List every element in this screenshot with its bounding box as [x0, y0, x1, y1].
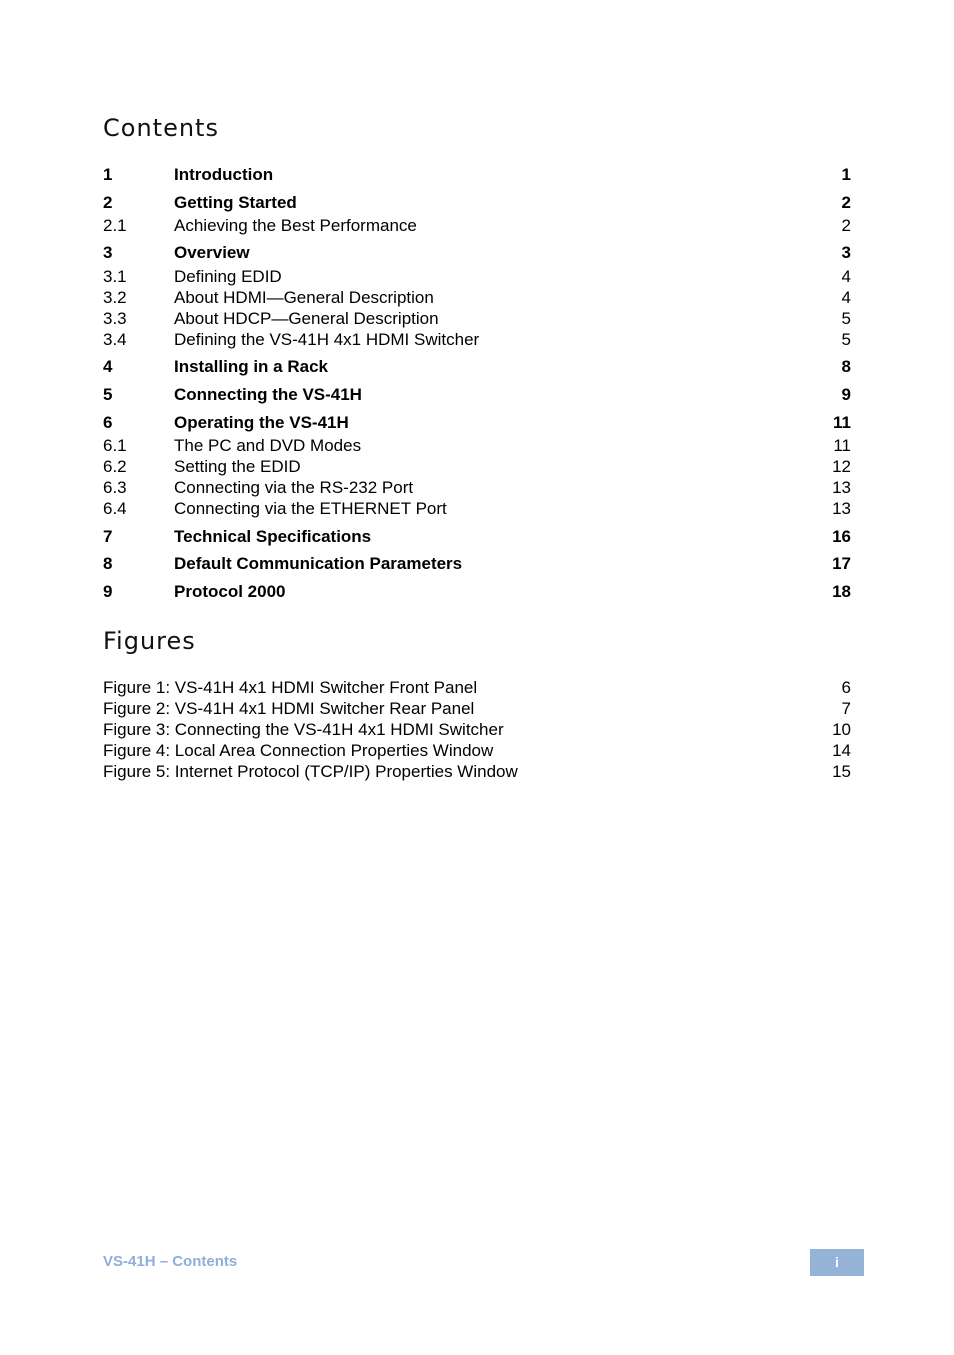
toc-entry-title: About HDMI—General Description [174, 288, 434, 307]
toc-entry-number: 1 [103, 165, 113, 184]
toc-entry[interactable] [103, 384, 851, 405]
toc-entry-page: 9 [841, 385, 851, 404]
toc-entry-page: 11 [833, 413, 851, 432]
toc-entry-number: 3.2 [103, 288, 127, 307]
toc-entry[interactable] [103, 356, 851, 377]
figure-entry-title: Figure 5: Internet Protocol (TCP/IP) Properties Window [103, 762, 518, 781]
toc-entry-number: 3.3 [103, 309, 127, 328]
toc-entry-title: Protocol 2000 [174, 582, 286, 601]
toc-entry[interactable] [103, 412, 851, 433]
toc-entry-page: 4 [841, 288, 851, 307]
figure-entry-title: Figure 3: Connecting the VS-41H 4x1 HDMI Switcher [103, 720, 504, 739]
toc-entry-title: Operating the VS-41H [174, 413, 349, 432]
toc-entry-number: 9 [103, 582, 113, 601]
toc-entry-title: Introduction [174, 165, 274, 184]
contents-heading: Contents [103, 114, 219, 142]
toc-entry-page: 8 [841, 357, 851, 376]
figure-entry-page: 7 [841, 699, 851, 718]
toc-entry-number: 6 [103, 413, 113, 432]
toc-entry-number: 2.1 [103, 216, 127, 235]
toc-entry[interactable] [103, 553, 851, 574]
toc-entry-page: 5 [841, 330, 851, 349]
toc-entry-title: Achieving the Best Performance [174, 216, 417, 235]
toc-entry[interactable] [103, 266, 851, 287]
toc-entry[interactable] [103, 287, 851, 308]
toc-entry-page: 11 [833, 436, 851, 455]
toc-entry[interactable] [103, 581, 851, 602]
toc-entry-page: 12 [832, 457, 851, 476]
toc-entry[interactable] [103, 329, 851, 350]
figure-entry[interactable] [103, 740, 851, 761]
toc-entry-title: Getting Started [174, 193, 297, 212]
toc-entry[interactable] [103, 477, 851, 498]
toc-entry-number: 3 [103, 243, 113, 262]
toc-entry-page: 18 [832, 582, 851, 601]
toc-entry-title: Connecting via the ETHERNET Port [174, 499, 447, 518]
toc-entry-number: 3.1 [103, 267, 127, 286]
toc-entry-page: 16 [832, 527, 851, 546]
toc-entry-title: Installing in a Rack [174, 357, 328, 376]
toc-entry-number: 8 [103, 554, 113, 573]
toc-entry-page: 1 [841, 165, 851, 184]
toc-entry-page: 3 [841, 243, 851, 262]
toc-entry-title: Default Communication Parameters [174, 554, 463, 573]
toc-entry-number: 6.3 [103, 478, 127, 497]
toc-entry-number: 6.2 [103, 457, 127, 476]
figure-entry[interactable] [103, 698, 851, 719]
toc-entry-number: 4 [103, 357, 113, 376]
figure-entry-title: Figure 2: VS-41H 4x1 HDMI Switcher Rear Panel [103, 699, 475, 718]
figure-entry-title: Figure 4: Local Area Connection Properties Window [103, 741, 494, 760]
toc-entry-page: 5 [841, 309, 851, 328]
toc-entry-number: 3.4 [103, 330, 127, 349]
toc-entry-page: 2 [841, 193, 851, 212]
toc-entry[interactable] [103, 435, 851, 456]
toc-entry-title: About HDCP—General Description [174, 309, 439, 328]
figure-entry[interactable] [103, 761, 851, 782]
toc-entry-number: 6.4 [103, 499, 127, 518]
toc-entry-number: 7 [103, 527, 113, 546]
toc-entry-title: Defining EDID [174, 267, 282, 286]
toc-entry-title: The PC and DVD Modes [174, 436, 362, 455]
page-number-badge: i [810, 1249, 864, 1276]
toc-entry[interactable] [103, 215, 851, 236]
toc-entry[interactable] [103, 192, 851, 213]
figure-entry-page: 15 [832, 762, 851, 781]
toc-entry[interactable] [103, 526, 851, 547]
toc-entry-page: 17 [832, 554, 851, 573]
toc-entry-title: Technical Specifications [174, 527, 372, 546]
toc-entry-title: Connecting via the RS-232 Port [174, 478, 414, 497]
figure-entry[interactable] [103, 677, 851, 698]
figure-entry-page: 14 [832, 741, 851, 760]
toc-entry[interactable] [103, 498, 851, 519]
toc-entry-title: Overview [174, 243, 250, 262]
toc-entry-number: 6.1 [103, 436, 127, 455]
toc-entry-page: 2 [841, 216, 851, 235]
toc-entry[interactable] [103, 242, 851, 263]
toc-entry[interactable] [103, 456, 851, 477]
toc-entry-page: 13 [832, 499, 851, 518]
figure-entry-title: Figure 1: VS-41H 4x1 HDMI Switcher Front Panel [103, 678, 478, 697]
toc-entry-number: 2 [103, 193, 113, 212]
toc-entry[interactable] [103, 164, 851, 185]
figure-entry[interactable] [103, 719, 851, 740]
footer-title: VS-41H – Contents [103, 1253, 238, 1270]
toc-entry[interactable] [103, 308, 851, 329]
toc-entry-title: Defining the VS-41H 4x1 HDMI Switcher [174, 330, 480, 349]
figure-entry-page: 10 [832, 720, 851, 739]
toc-entry-page: 4 [841, 267, 851, 286]
figure-entry-page: 6 [841, 678, 851, 697]
toc-entry-title: Connecting the VS-41H [174, 385, 362, 404]
toc-entry-page: 13 [832, 478, 851, 497]
toc-entry-number: 5 [103, 385, 113, 404]
toc-entry-title: Setting the EDID [174, 457, 301, 476]
figures-heading: Figures [103, 627, 196, 655]
